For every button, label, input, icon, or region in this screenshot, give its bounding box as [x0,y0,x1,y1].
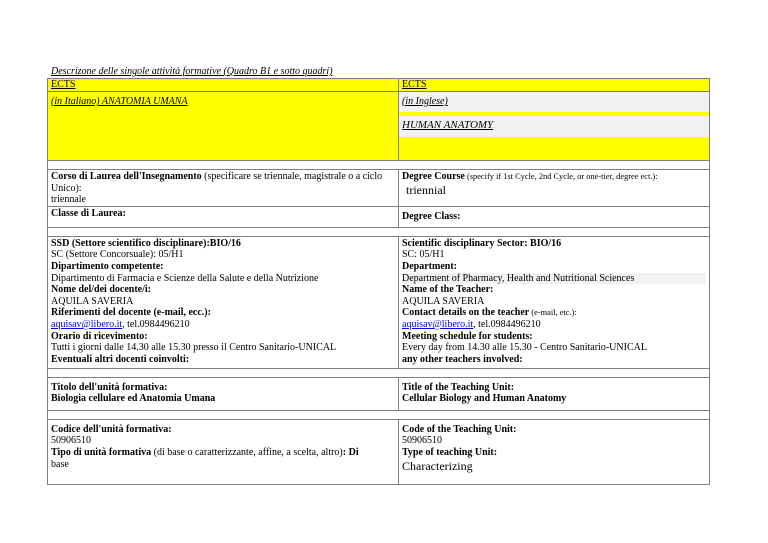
degree-class-row [48,206,710,227]
ssd-cell-it [48,236,399,368]
title-italian: (in Italiano) ANATOMIA UMANA [51,96,188,107]
degree-course-cell-it [48,170,399,207]
unit-code-cell-en [399,419,710,484]
email-link-it[interactable]: aquisav@libero.it [51,318,123,330]
department-label-en: Department: [402,260,457,272]
unit-title-value-en: Cellular Biology and Human Anatomy [402,393,567,405]
teacher-label-en: Name of the Teacher: [402,284,494,296]
phone-it: , tel.0984496210 [122,318,190,330]
unit-type-value-it: base [51,458,69,470]
ssd-label-it: SSD (Settore scientifico disciplinare):BIO/16 [51,237,241,249]
hours-it: Tutti i giorni dalle 14.30 alle 15.30 presso il Centro Sanitario-UNICAL [51,342,337,354]
degree-course-hint-en: (specify if 1st Cycle, 2nd Cycle, or one-tier, degree ect.): [464,172,658,181]
title-english: HUMAN ANATOMY [402,119,494,131]
unit-title-row [48,377,710,410]
hours-label-it: Orario di ricevimento: [51,330,148,342]
degree-course-label-en: Degree Course [402,171,465,182]
degree-course-cell-en [399,170,710,207]
unit-code-value-en: 50906510 [402,435,442,447]
title-cell-italian [48,92,399,161]
other-teachers-it: Eventuali altri docenti coinvolti: [51,353,190,365]
unit-code-value-it: 50906510 [51,435,91,447]
unit-type-value-en: Characterizing [402,458,473,473]
unit-title-label-it: Titolo dell'unità formativa: [51,381,168,393]
teacher-it: AQUILA SAVERIA [51,295,134,307]
course-description-table [47,78,710,485]
ssd-row [48,236,710,368]
unit-code-row [48,419,710,484]
title-row [48,92,710,161]
unit-type-label-it: Tipo di unità formativa [51,446,152,458]
ssd-cell-en [399,236,710,368]
title-english-label: (in Inglese) [402,96,448,107]
unit-title-cell-it [48,377,399,410]
ects-cell-left [48,79,399,92]
ects-left-label: ECTS [51,79,76,90]
unit-code-label-it: Codice dell'unità formativa: [51,423,172,435]
ssd-label-en: Scientific disciplinary Sector: BIO/16 [402,237,562,249]
title-en-box [399,116,709,137]
other-teachers-en: any other teachers involved: [402,353,523,365]
contact-hint-en: (e-mail, etc.): [529,308,577,318]
sc-it: SC (Settore Concorsuale): 05/H1 [51,249,184,261]
sc-en: SC: 05/H1 [402,249,445,261]
title-en-label-box [399,92,709,112]
unit-code-cell-it [48,419,399,484]
email-link-en[interactable]: aquisav@libero.it [402,318,474,330]
unit-type-label-en: Type of teaching Unit: [402,446,498,458]
contact-label-en: Contact details on the teacher [402,307,530,319]
degree-course-value-en: triennial [406,182,446,197]
unit-type-colon-it: : Di [342,446,359,458]
unit-title-cell-en [399,377,710,410]
degree-course-row [48,170,710,207]
ects-cell-right [399,79,710,92]
degree-class-en: Degree Class: [399,206,710,227]
teacher-label-it: Nome del/dei docente/i: [51,284,151,296]
degree-class-it: Classe di Laurea: [48,206,399,227]
degree-course-label-it: Corso di Laurea dell'Insegnamento [51,171,202,182]
hours-label-en: Meeting schedule for students: [402,330,533,342]
department-en: Department of Pharmacy, Health and Nutritional Sciences [402,273,706,285]
document-caption: Descrizone delle singole attività formative (Quadro B1 e sotto quadri) [51,66,333,77]
unit-type-hint-it: (di base o caratterizzante, affine, a scelta, altro) [151,446,343,458]
contact-label-it: Riferimenti del docente (e-mail, ecc.): [51,307,211,319]
department-label-it: Dipartimento competente: [51,260,164,272]
hours-en: Every day from 14.30 alle 15.30 - Centro Sanitario-UNICAL [402,342,647,354]
phone-en: , tel.0984496210 [473,318,541,330]
ects-right-label: ECTS [402,79,427,90]
title-cell-english [399,92,710,161]
unit-code-label-en: Code of the Teaching Unit: [402,423,517,435]
teacher-en: AQUILA SAVERIA [402,295,485,307]
degree-course-value-it: triennale [51,194,86,206]
department-it: Dipartimento di Farmacia e Scienze della Salute e della Nutrizione [51,272,319,284]
unit-title-label-en: Title of the Teaching Unit: [402,381,515,393]
ects-row [48,79,710,92]
unit-title-value-it: Biologia cellulare ed Anatomia Umana [51,393,216,405]
degree-course-hint-it: (specificare se triennale, magistrale o a ciclo Unico): [51,171,383,194]
